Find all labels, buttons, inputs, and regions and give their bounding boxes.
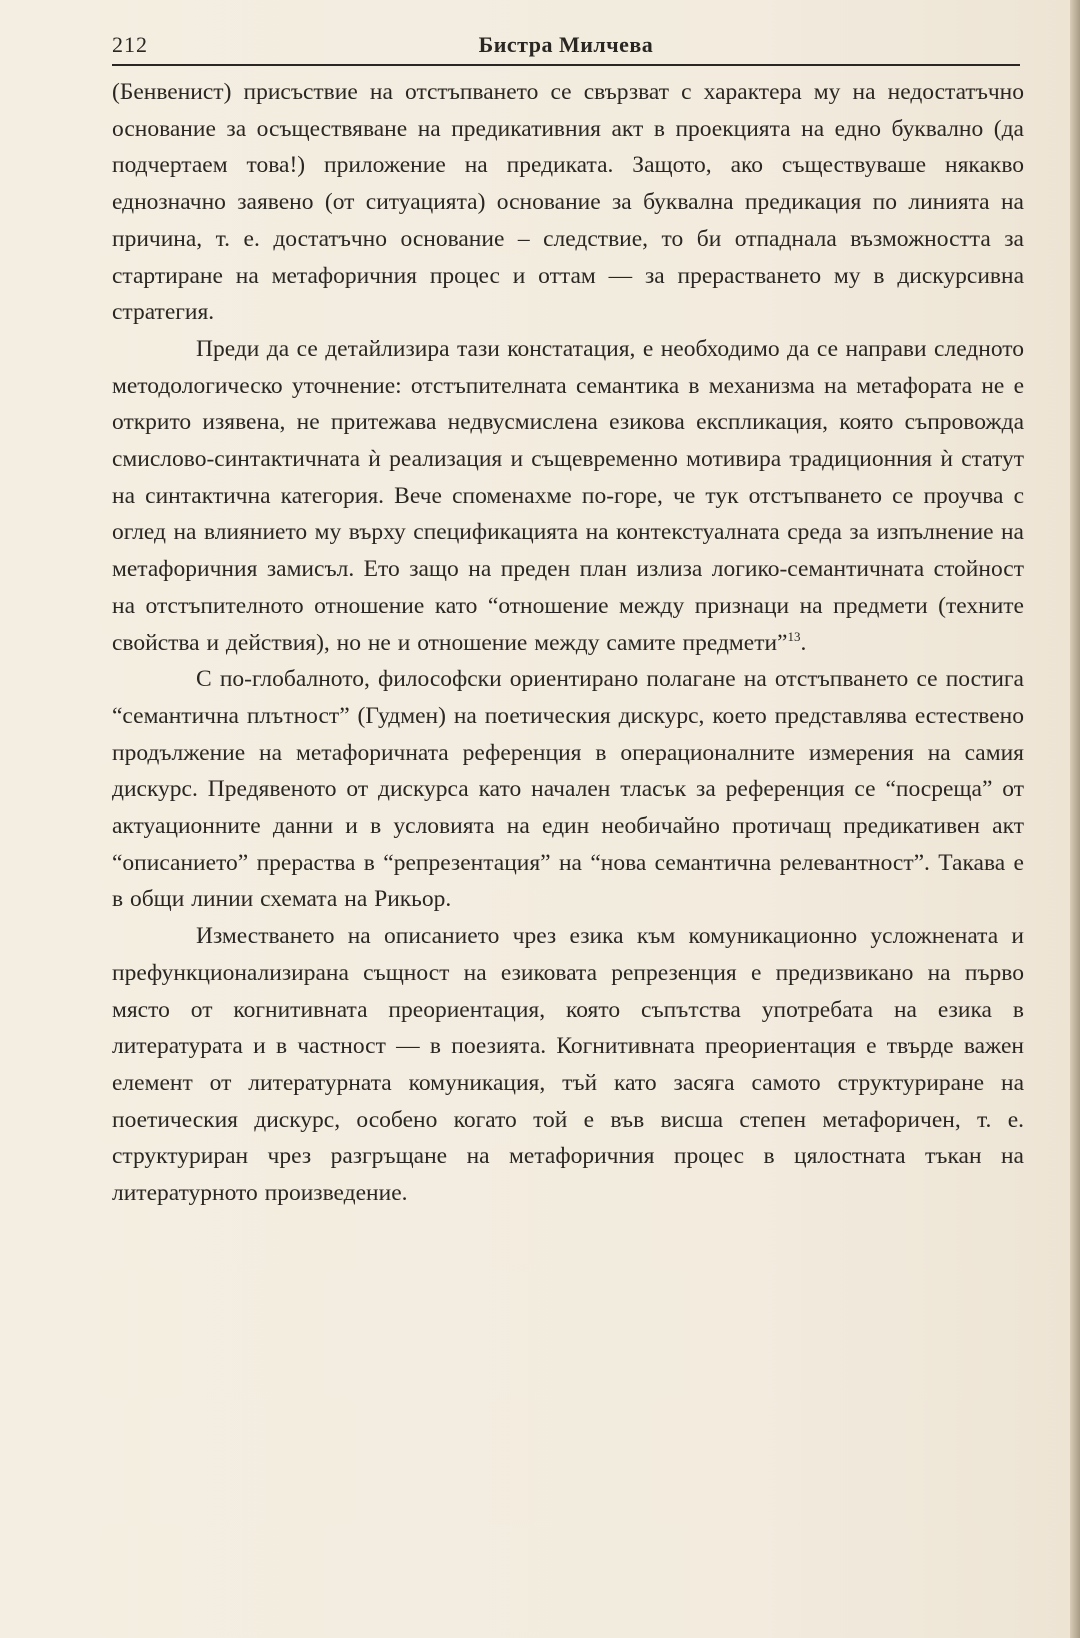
paragraph-text: (Бенвенист) присъствие на отстъпването се свързват с характера му на недостатъчно основание за осъществяване на предикативния акт в проекцията на едно буквално (да подчертаем това!) приложение на предиката. Защото, ако съществуваше някакво еднозначно заявено (от ситуацията) основание за буквална предикация по линията на причина, т. е. достатъчно основание – следствие, то би отпаднала възможността за стартиране на метафоричния процес и оттам — за прерастването му в дискурсивна стратегия. — [112, 79, 1024, 326]
footnote-reference: 13 — [787, 628, 801, 644]
paragraph — [112, 918, 1024, 1212]
paragraph-tail: . — [800, 629, 807, 656]
body-text — [112, 74, 1024, 1212]
paragraph — [112, 331, 1024, 661]
page-number: 212 — [112, 32, 148, 57]
running-head: Бистра Милчева — [478, 32, 654, 57]
paragraph — [112, 74, 1024, 331]
page-header — [112, 26, 1020, 66]
page-edge-shadow — [1070, 0, 1080, 1638]
paragraph-text: С по-глобалното, философски ориентирано полагане на отстъпването се постига “семантична плътност” (Гудмен) на поетическия дискурс, което представлява естествено продължение на метафоричната референция в операционалните измерения на самия дискурс. Предявеното от дискурса като начален тласък за референция се “посреща” от актуационните данни и в условията на един необичайно протичащ предикативен акт “описанието” прераства в “репрезентация” на “нова семантична релевантност”. Такава е в общи линии схемата на Рикьор. — [112, 666, 1024, 913]
paragraph-text: Преди да се детайлизира тази констатация, е необходимо да се направи следното методологическо уточнение: отстъпителната семантика в механизма на метафората не е открито изявена, не притежава недвусмислена езикова експликация, която съпровожда смислово-синтактичната ѝ реализация и същевременно мотивира традиционния ѝ статут на синтактична категория. Вече споменахме по-горе, че тук отстъпването се проучва с оглед на влиянието му върху спецификацията на контекстуалната среда за изпълнение на метафоричния замисъл. Ето защо на преден план излиза логико-семантичната стойност на отстъпителното отношение като “отношение между признаци на предмети (техните свойства и действия), но не и отношение между самите предмети” — [112, 335, 1024, 656]
paragraph-text: Изместването на описанието чрез езика към комуникационно усложнената и префункционализирана същност на езиковата репрезенция е предизвикано на първо място от когнитивната преориентация, която съпътства употребата на езика в литературата и в частност — в поезията. Когнитивната преориентация е твърде важен елемент от литературната комуникация, тъй като засяга самото структуриране на поетическия дискурс, особено когато той е във висша степен метафоричен, т. е. структуриран чрез разгръщане на метафоричния процес в цялостната тъкан на литературното произведение. — [112, 923, 1024, 1207]
paragraph — [112, 661, 1024, 918]
